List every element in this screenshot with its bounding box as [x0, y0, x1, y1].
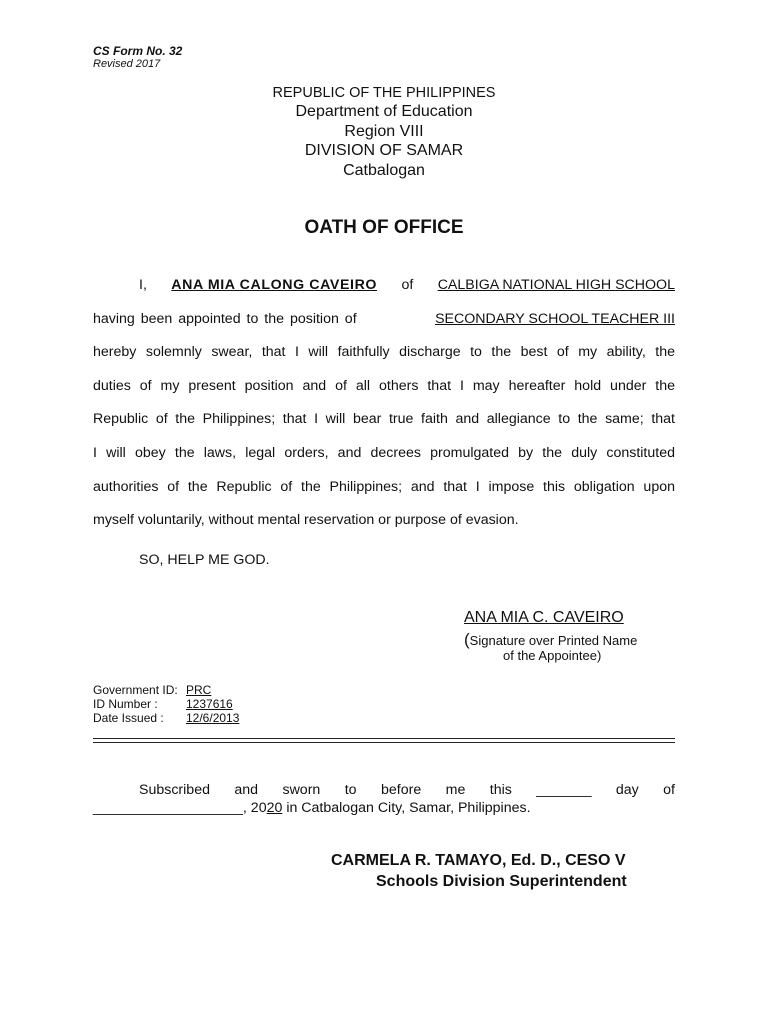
form-number: CS Form No. 32 — [93, 44, 183, 58]
oath-pronoun: I, — [139, 277, 147, 293]
form-revision: Revised 2017 — [93, 58, 161, 70]
date-issued-value: 12/6/2013 — [186, 711, 240, 725]
school-name: CALBIGA NATIONAL HIGH SCHOOL — [437, 277, 675, 293]
oath-line-2 — [93, 310, 675, 328]
government-id-row: Government ID: PRC — [93, 683, 212, 697]
date-issued-row: Date Issued : 12/6/2013 — [93, 711, 240, 725]
header-region: Region VIII — [344, 123, 424, 140]
oath-of: of — [401, 277, 414, 293]
oath-line-1 — [139, 276, 675, 294]
header-republic: REPUBLIC OF THE PHILIPPINES — [272, 85, 496, 101]
header-department: Department of Education — [295, 103, 473, 120]
header-division: DIVISION OF SAMAR — [304, 142, 464, 159]
document-title: OATH OF OFFICE — [304, 217, 464, 238]
oath-line-6: I will obey the laws, legal orders, and decrees promulgated by the duly constituted — [93, 445, 675, 461]
official-name: CARMELA R. TAMAYO, Ed. D., CESO V — [331, 852, 626, 869]
signature-label-line-2: of the Appointee) — [503, 648, 602, 663]
header-city: Catbalogan — [343, 162, 425, 179]
month-blank: ___________________ — [93, 800, 243, 816]
appointee-full-name: ANA MIA CALONG CAVEIRO — [171, 277, 378, 293]
official-position: Schools Division Superintendent — [376, 873, 627, 890]
day-blank: _______ — [536, 782, 592, 798]
year-suffix: 20 — [266, 800, 283, 816]
appointed-position: SECONDARY SCHOOL TEACHER III — [435, 311, 675, 327]
oath-line-5: Republic of the Philippines; that I will bear true faith and allegiance to the same; that — [93, 411, 675, 427]
jurat-line-1: Subscribed and sworn to before me this _______ day of — [139, 782, 675, 798]
government-id-value: PRC — [186, 683, 212, 697]
oath-line-7: authorities of the Republic of the Philippines; and that I impose this obligation upon — [93, 479, 675, 495]
oath-line-4: duties of my present position and of all others that I may hereafter hold under the — [93, 378, 675, 394]
oath-closing: SO, HELP ME GOD. — [139, 552, 270, 568]
oath-line-3: hereby solemnly swear, that I will faithfully discharge to the best of my ability, the — [93, 344, 675, 360]
position-prefix: having been appointed to the position of — [93, 311, 357, 327]
id-number-row: ID Number : 1237616 — [93, 697, 233, 711]
appointee-signature-name: ANA MIA C. CAVEIRO — [464, 609, 624, 626]
signature-label-line-1: (Signature over Printed Name — [464, 630, 638, 649]
oath-line-8: myself voluntarily, without mental reservation or purpose of evasion. — [93, 512, 519, 528]
divider-line — [93, 742, 675, 743]
divider-line — [93, 738, 675, 739]
id-number-value: 1237616 — [186, 697, 233, 711]
jurat-place: in Catbalogan City, Samar, Philippines. — [282, 800, 531, 816]
jurat-line-2: ___________________, 2020 in Catbalogan City, Samar, Philippines. — [93, 800, 531, 816]
